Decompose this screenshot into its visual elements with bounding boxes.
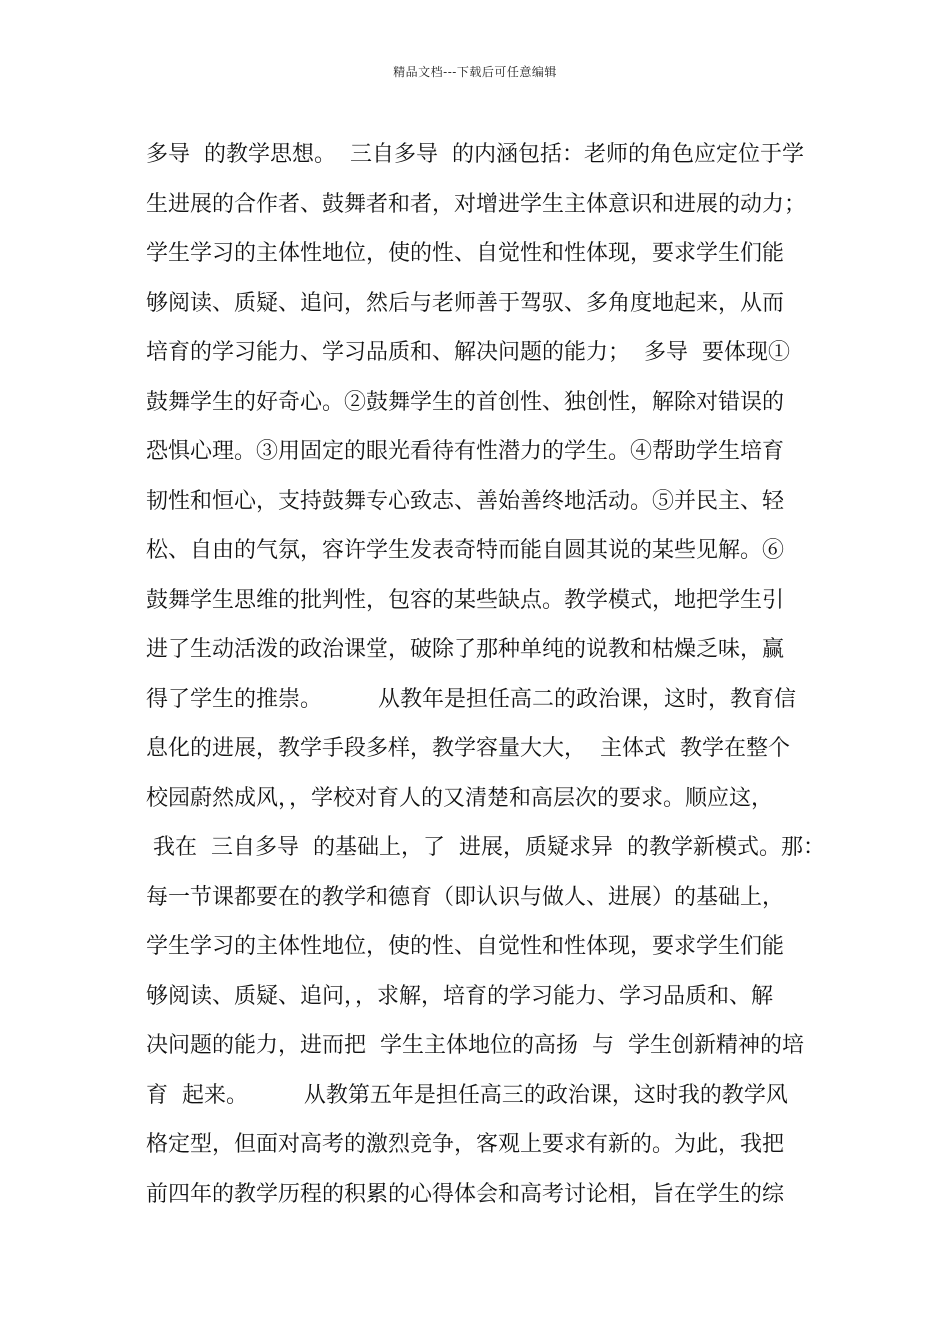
text-line: 进了生动活泼的政治课堂，破除了那种单纯的说教和枯燥乏味，赢 <box>146 637 785 662</box>
page-header: 精品文档---下载后可任意编辑 <box>393 65 557 79</box>
text-line: 松、自由的气氛，容许学生发表奇特而能自圆其说的某些见解。⑥ <box>146 538 785 563</box>
text-line: 学生学习的主体性地位，使的性、自觉性和性体现，要求学生们能 <box>146 241 785 266</box>
text-line: 培育的学习能力、学习品质和、解决问题的能力； 多导 要体现① <box>146 340 790 365</box>
text-line: 韧性和恒心，支持鼓舞专心致志、善始善终地活动。⑤并民主、轻 <box>146 488 785 514</box>
text-line: 校园蔚然成风，，学校对育人的又清楚和高层次的要求。顺应这， <box>146 785 774 811</box>
body-text <box>146 130 826 1219</box>
text-line: 鼓舞学生的好奇心。②鼓舞学生的首创性、独创性，解除对错误的 <box>146 389 785 415</box>
text-line: 得了学生的推崇。 从教年是担任高二的政治课，这时，教育信 <box>146 686 796 712</box>
text-line: 决问题的能力，进而把 学生主体地位的高扬 与 学生创新精神的培 <box>146 1033 804 1058</box>
text-line: 息化的进展，教学手段多样，教学容量大大， 主体式 教学在整个 <box>146 736 790 761</box>
text-line: 鼓舞学生思维的批判性，包容的某些缺点。教学模式，地把学生引 <box>146 587 785 613</box>
text-line: 生进展的合作者、鼓舞者和者，对增进学生主体意识和进展的动力； <box>146 191 807 217</box>
text-line: 格定型，但面对高考的激烈竞争，客观上要求有新的。为此，我把 <box>146 1132 785 1157</box>
text-line: 学生学习的主体性地位，使的性、自觉性和性体现，要求学生们能 <box>146 934 785 959</box>
text-line: 多导 的教学思想。 三自多导 的内涵包括：老师的角色应定位于学 <box>146 142 804 167</box>
text-line: 育 起来。 从教第五年是担任高三的政治课，这时我的教学风 <box>146 1082 788 1108</box>
text-line: 每一节课都要在的教学和德育（即认识与做人、进展）的基础上， <box>146 884 785 910</box>
text-line: 我在 三自多导 的基础上，了 进展，质疑求异 的教学新模式。那： <box>146 835 825 860</box>
text-line: 恐惧心理。③用固定的眼光看待有性潜力的学生。④帮助学生培育 <box>146 439 785 464</box>
text-line: 前四年的教学历程的积累的心得体会和高考讨论相，旨在学生的综 <box>146 1181 785 1207</box>
text-line: 够阅读、质疑、追问，然后与老师善于驾驭、多角度地起来，从而 <box>146 290 785 316</box>
text-line: 够阅读、质疑、追问，，求解，培育的学习能力、学习品质和、解 <box>146 983 774 1009</box>
